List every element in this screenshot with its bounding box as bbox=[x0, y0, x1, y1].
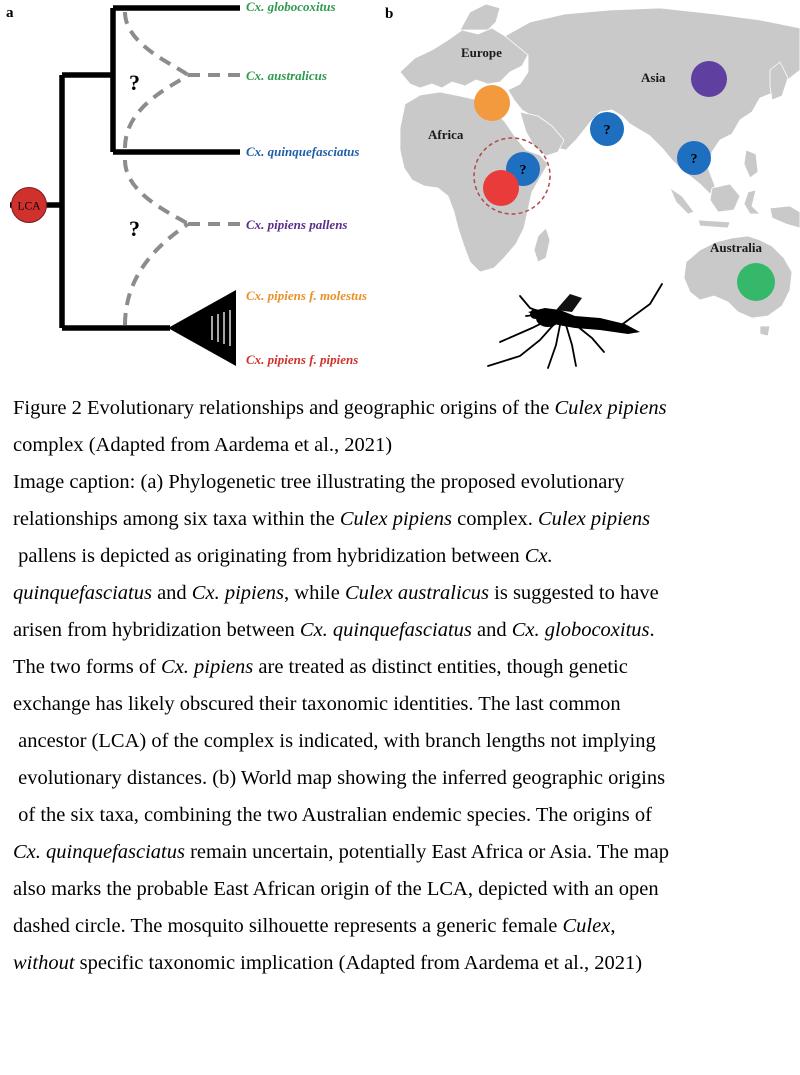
question-mark-australicus: ? bbox=[129, 70, 140, 95]
caption-line bbox=[13, 612, 793, 649]
origin-marker-quinquefasciatus-se-asia bbox=[677, 141, 711, 175]
caption-text-run: is suggested to have bbox=[489, 582, 659, 604]
caption-line bbox=[13, 723, 793, 760]
svg-text:?: ? bbox=[690, 152, 698, 167]
caption-text-run: relationships among six taxa within the bbox=[13, 508, 340, 530]
panel-a-label: a bbox=[6, 5, 14, 21]
landmass-java bbox=[698, 220, 730, 228]
taxon-label-pipiens-molestus: Cx. pipiens f. molestus bbox=[246, 288, 367, 303]
caption-text-run: , bbox=[610, 915, 616, 937]
region-label-europe: Europe bbox=[461, 45, 502, 60]
caption-text-run: exchange has likely obscured their taxonomic identities. The last common bbox=[13, 693, 621, 715]
caption-italic-run: Culex pipiens bbox=[339, 508, 452, 530]
svg-text:?: ? bbox=[603, 123, 611, 138]
caption-text-run: are treated as distinct entities, though genetic bbox=[253, 656, 628, 678]
caption-italic-run: quinquefasciatus bbox=[13, 582, 152, 604]
caption-line bbox=[13, 538, 793, 575]
landmass-madagascar bbox=[534, 228, 550, 262]
caption-line bbox=[13, 760, 793, 797]
taxon-label-australicus: Cx. australicus bbox=[246, 68, 327, 83]
caption-text-run: complex (Adapted from Aardema et al., 2021) bbox=[13, 434, 393, 456]
caption-text-run: evolutionary distances. (b) World map showing the inferred geographic origins bbox=[13, 767, 666, 789]
caption-line bbox=[13, 908, 793, 945]
caption-text-run: complex. bbox=[451, 508, 538, 530]
origin-marker-pallens-asia bbox=[691, 61, 727, 97]
caption-italic-run: Culex pipiens bbox=[554, 397, 667, 419]
hybrid-pallens-upper bbox=[125, 160, 188, 224]
origin-marker-molestus-europe bbox=[474, 85, 510, 121]
caption-italic-run: Cx. quinquefasciatus bbox=[299, 619, 472, 641]
caption-text-run: and bbox=[151, 582, 192, 604]
caption-text-run: also marks the probable East African origin of the LCA, depicted with an open bbox=[13, 878, 659, 900]
hybrid-australicus-upper bbox=[125, 12, 188, 75]
panel-b-label: b bbox=[385, 6, 394, 22]
taxon-label-pipiens-pipiens: Cx. pipiens f. pipiens bbox=[246, 352, 359, 367]
caption-italic-run: Cx. pipiens bbox=[161, 656, 254, 678]
caption-line bbox=[13, 501, 793, 538]
landmass-tasmania bbox=[760, 326, 770, 336]
taxon-labels bbox=[246, 0, 367, 367]
tree-dashed-branches bbox=[125, 12, 240, 325]
origin-marker-australian-species bbox=[737, 263, 775, 301]
figure-2-graphic bbox=[0, 0, 800, 383]
taxon-label-pipiens-pallens: Cx. pipiens pallens bbox=[246, 217, 348, 232]
lca-node bbox=[12, 188, 47, 223]
landmass-borneo bbox=[710, 184, 740, 212]
caption-text-run: ancestor (LCA) of the complex is indicated, with branch lengths not implying bbox=[13, 730, 656, 752]
phylogenetic-tree bbox=[10, 8, 240, 366]
lca-label: LCA bbox=[17, 200, 41, 213]
figure-caption bbox=[13, 390, 793, 982]
landmass-philippines bbox=[744, 150, 758, 178]
caption-italic-run: Culex australicus bbox=[344, 582, 490, 604]
world-map bbox=[385, 4, 800, 368]
caption-line bbox=[13, 649, 793, 686]
origin-marker-quinquefasciatus-india bbox=[590, 112, 624, 146]
caption-line bbox=[13, 686, 793, 723]
taxon-label-quinquefasciatus: Cx. quinquefasciatus bbox=[246, 144, 360, 159]
caption-line bbox=[13, 464, 793, 501]
caption-text-run: , while bbox=[284, 582, 345, 604]
caption-line bbox=[13, 834, 793, 871]
caption-text-run: specific taxonomic implication (Adapted from Aardema et al., 2021) bbox=[74, 952, 643, 974]
caption-italic-run: Cx. pipiens bbox=[191, 582, 285, 604]
caption-line bbox=[13, 797, 793, 834]
landmass-scandinavia bbox=[460, 4, 500, 30]
caption-line bbox=[13, 575, 793, 612]
caption-text-run: pallens is depicted as originating from hybridization between bbox=[13, 545, 525, 567]
origin-marker-pipiens-africa bbox=[483, 170, 519, 206]
landmass-new-guinea bbox=[770, 206, 800, 228]
caption-line bbox=[13, 871, 793, 908]
caption-text-run: remain uncertain, potentially East Africa or Asia. The map bbox=[184, 841, 670, 863]
caption-italic-run: Cx. quinquefasciatus bbox=[13, 841, 185, 863]
caption-italic-run: Culex pipiens bbox=[537, 508, 651, 530]
caption-text-run: arisen from hybridization between bbox=[13, 619, 300, 641]
region-label-australia: Australia bbox=[710, 240, 762, 255]
taxon-label-globocoxitus: Cx. globocoxitus bbox=[246, 0, 336, 14]
mosquito-silhouette-icon bbox=[488, 284, 662, 368]
landmass-sulawesi bbox=[744, 190, 760, 214]
caption-text-run: dashed circle. The mosquito silhouette represents a generic female bbox=[13, 915, 563, 937]
caption-text-run: and bbox=[471, 619, 512, 641]
caption-italic-run: Culex bbox=[562, 915, 611, 937]
caption-line bbox=[13, 945, 793, 982]
caption-text-run: The two forms of bbox=[13, 656, 162, 678]
caption-italic-run: Cx. globocoxitus bbox=[511, 619, 650, 641]
svg-text:?: ? bbox=[519, 163, 527, 178]
caption-text-run: Image caption: (a) Phylogenetic tree illustrating the proposed evolutionary bbox=[13, 471, 625, 493]
region-label-asia: Asia bbox=[641, 70, 666, 85]
region-label-africa: Africa bbox=[428, 127, 464, 142]
pipiens-clade-triangle bbox=[168, 290, 236, 366]
caption-italic-run: Cx. bbox=[524, 545, 553, 567]
caption-text-run: of the six taxa, combining the two Australian endemic species. The origins of bbox=[13, 804, 652, 826]
caption-italic-run: without bbox=[13, 952, 75, 974]
caption-line bbox=[13, 390, 793, 427]
landmass-sumatra bbox=[670, 188, 694, 214]
caption-text-run: Figure 2 Evolutionary relationships and geographic origins of the bbox=[13, 397, 555, 419]
question-mark-pallens: ? bbox=[129, 216, 140, 241]
caption-line bbox=[13, 427, 793, 464]
caption-text-run: . bbox=[649, 619, 655, 641]
